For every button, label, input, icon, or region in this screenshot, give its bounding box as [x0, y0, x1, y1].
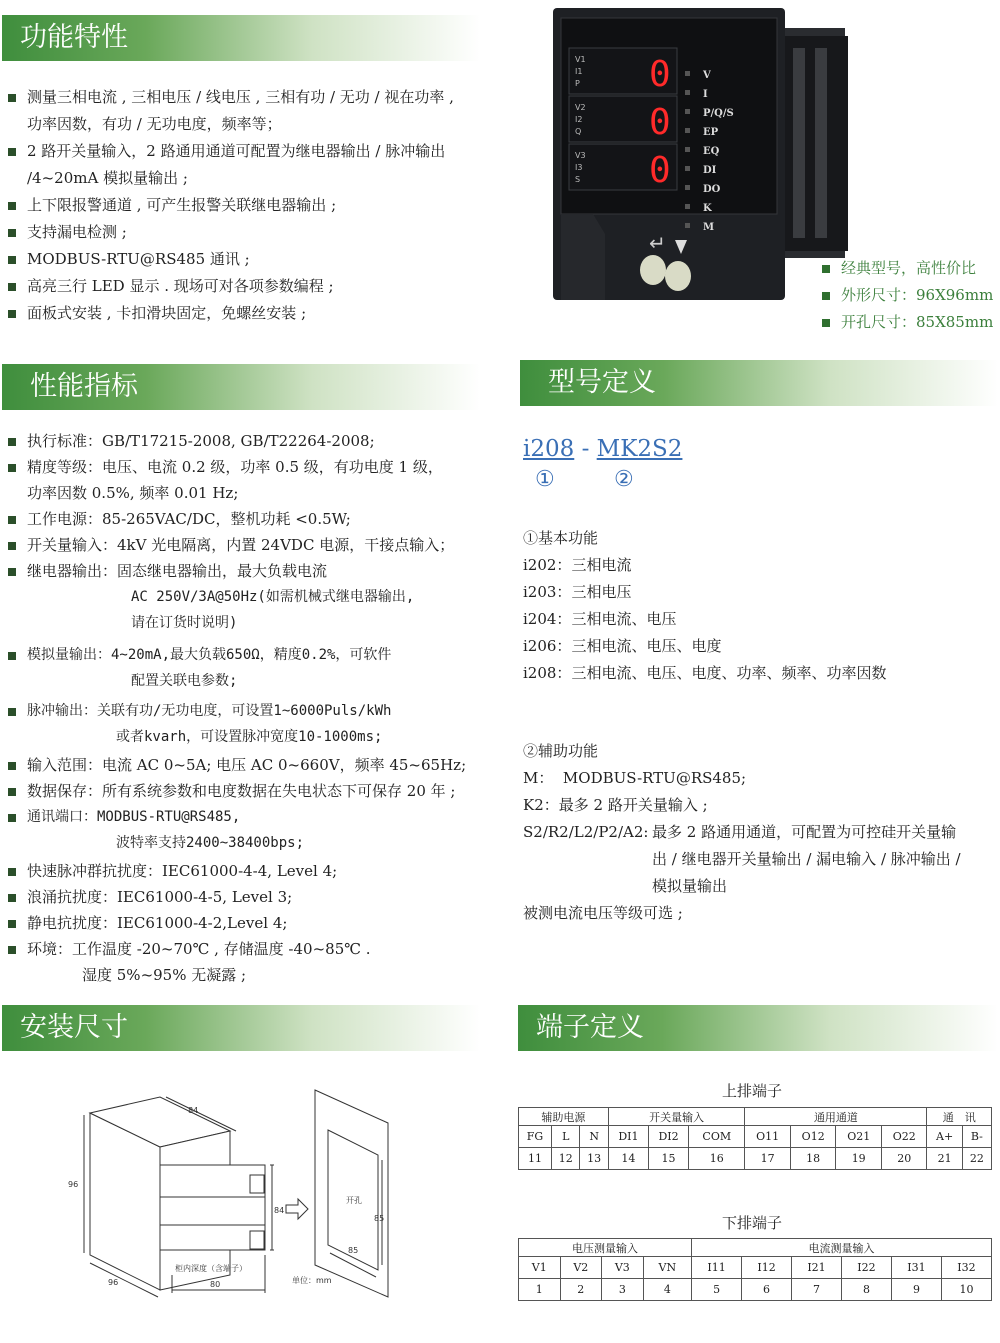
dim-body-height: 84: [274, 1206, 285, 1215]
model-desc: 三相电流: [571, 556, 632, 574]
terminal-number: 11: [519, 1148, 552, 1170]
model-desc: 三相电压: [571, 583, 632, 601]
terminal-name: O21: [836, 1126, 882, 1148]
highlight-item: 外形尺寸：96X96mm: [822, 282, 993, 309]
meter-channel-label: V1: [575, 55, 586, 64]
indicator-label: I: [703, 89, 708, 100]
terminal-name: I22: [841, 1257, 891, 1279]
meter-digit: 0: [649, 150, 671, 191]
terminal-number: 5: [692, 1279, 742, 1301]
model-code-b: MK2S2: [596, 436, 683, 462]
terminal-name: B-: [962, 1126, 991, 1148]
indicator-label: DO: [703, 184, 721, 195]
list-item: 测量三相电流 , 三相电压 / 线电压 , 三相有功 / 无功 / 视在功率 ,: [8, 84, 454, 111]
upper-terminal-table: [518, 1107, 992, 1170]
meter-channel-label: I3: [575, 163, 583, 172]
dim-cutout-h: 85: [374, 1214, 385, 1223]
enter-arrow-icon: ↵: [649, 231, 666, 255]
model-key: i203：: [523, 583, 572, 601]
terminal-number: 20: [881, 1148, 927, 1170]
model-desc: 三相电流、电压、电度、功率、频率、功率因数: [571, 664, 887, 682]
model-desc: 三相电流、电压、电度: [571, 637, 722, 655]
upper-terminal-title: 上排端子: [722, 1082, 783, 1100]
meter-channel-label: I1: [575, 67, 583, 76]
indicator-label: V: [703, 70, 711, 81]
terminal-number: 9: [891, 1279, 941, 1301]
terminal-name: DI2: [648, 1126, 688, 1148]
basic-function-item: [523, 579, 886, 606]
list-item: 静电抗扰度：IEC61000-4-2,Level 4;: [8, 910, 466, 936]
list-item-cont: 湿度 5%~95% 无凝露 ;: [82, 966, 247, 984]
list-item: 环境：工作温度 -20~70℃ , 存储温度 -40~85℃ .: [8, 936, 466, 962]
terminal-number: 1: [519, 1279, 561, 1301]
model-key: i204：: [523, 610, 572, 628]
terminal-name: V2: [560, 1257, 602, 1279]
indicator-label: EP: [703, 127, 719, 138]
basic-function-item: [523, 606, 886, 633]
basic-function-item: [523, 660, 886, 687]
list-item: 快速脉冲群抗扰度：IEC61000-4-4, Level 4;: [8, 858, 466, 884]
down-key-button[interactable]: [665, 261, 691, 291]
dim-cutout-w: 85: [348, 1246, 359, 1255]
depth-label: 柜内深度（含端子）: [175, 1264, 247, 1273]
terminal-name: L: [552, 1126, 580, 1148]
list-item: 开关量输入：4kV 光电隔离，内置 24VDC 电源，干接点输入；: [8, 532, 466, 558]
terminal-name: N: [580, 1126, 608, 1148]
list-item-cont: /4~20mA 模拟量输出 ;: [27, 169, 188, 187]
meter-digit: 0: [649, 102, 671, 143]
terminal-group: 辅助电源: [519, 1108, 609, 1126]
features-heading: 功能特性: [2, 15, 480, 61]
basic-function-list: [523, 552, 886, 687]
performance-list: [8, 428, 466, 988]
terminal-name: O22: [881, 1126, 927, 1148]
model-key: i202：: [523, 556, 572, 574]
install-heading: 安装尺寸: [2, 1005, 480, 1051]
model-desc: 三相电流、电压: [571, 610, 677, 628]
meter-channel-label: P: [575, 79, 580, 88]
aux-s2-line: 最多 2 路通用通道，可配置为可控硅开关量输: [652, 823, 957, 841]
list-item: 上下限报警通道 , 可产生报警关联继电器输出 ;: [8, 192, 454, 219]
list-item: MODBUS-RTU@RS485 通讯 ;: [8, 246, 454, 273]
list-item: 脉冲输出：关联有功/无功电度，可设置1~6000Puls/kWh: [8, 698, 466, 724]
terminal-name: VN: [643, 1257, 691, 1279]
basic-function-item: [523, 552, 886, 579]
terminal-name: A+: [927, 1126, 962, 1148]
terminal-number: 19: [836, 1148, 882, 1170]
indicator-label: K: [703, 203, 712, 214]
list-item: 工作电源：85-265VAC/DC，整机功耗 <0.5W;: [8, 506, 466, 532]
terminal-number: 17: [745, 1148, 791, 1170]
aux-s2-key: S2/R2/L2/P2/A2:: [523, 823, 649, 841]
indicator-label: P/Q/S: [703, 108, 734, 119]
list-item: 2 路开关量输入，2 路通用通道可配置为继电器输出 / 脉冲输出: [8, 138, 454, 165]
model-key: i208：: [523, 664, 572, 682]
terminal-name: I21: [792, 1257, 842, 1279]
indicator-label: EQ: [703, 146, 720, 157]
terminal-name: I31: [891, 1257, 941, 1279]
meter-channel-label: Q: [575, 127, 582, 136]
list-item-cont: 波特率支持2400~38400bps;: [116, 835, 305, 851]
indicator-led: [685, 166, 690, 171]
highlights-list: [822, 255, 993, 336]
meter-image: [553, 8, 853, 300]
terminal-group: 通用通道: [745, 1108, 927, 1126]
basic-function-title: ①基本功能: [523, 529, 599, 547]
performance-heading: 性能指标: [2, 364, 480, 410]
aux-m-key: M：: [523, 769, 554, 787]
indicator-led: [685, 147, 690, 152]
terminal-name: DI1: [608, 1126, 648, 1148]
list-item: 精度等级：电压、电流 0.2 级，功率 0.5 级，有功电度 1 级，: [8, 454, 466, 480]
terminal-name: O11: [745, 1126, 791, 1148]
list-item: 支持漏电检测 ;: [8, 219, 454, 246]
list-item-cont: 功率因数 0.5%, 频率 0.01 Hz;: [27, 484, 239, 502]
terminal-number: 14: [608, 1148, 648, 1170]
terminal-group: 通 讯: [927, 1108, 992, 1126]
terminal-name: V3: [602, 1257, 644, 1279]
list-item: 数据保存：所有系统参数和电度数据在失电状态下可保存 20 年 ;: [8, 778, 466, 804]
indicator-led: [685, 204, 690, 209]
list-item: 输入范围：电流 AC 0~5A; 电压 AC 0~660V，频率 45~65Hz;: [8, 752, 466, 778]
terminal-number: 4: [643, 1279, 691, 1301]
unit-label: 单位：mm: [292, 1276, 332, 1285]
meter-channel-label: I2: [575, 115, 583, 124]
model-mark-2: ②: [614, 467, 634, 492]
indicator-led: [685, 109, 690, 114]
terminal-number: 21: [927, 1148, 962, 1170]
indicator-led: [685, 185, 690, 190]
aux-k2-key: K2：: [523, 796, 559, 814]
aux-note: 被测电流电压等级可选 ;: [523, 904, 683, 922]
list-item: 高亮三行 LED 显示 . 现场可对各项参数编程 ;: [8, 273, 454, 300]
lower-terminal-table: [518, 1238, 992, 1301]
terminal-number: 22: [962, 1148, 991, 1170]
model-key: i206：: [523, 637, 572, 655]
aux-function-title: ②辅助功能: [523, 742, 599, 760]
terminal-number: 3: [602, 1279, 644, 1301]
list-item: 执行标准：GB/T17215-2008, GB/T22264-2008;: [8, 428, 466, 454]
model-code: [523, 436, 682, 462]
features-list: [8, 84, 454, 327]
terminal-name: O12: [790, 1126, 836, 1148]
list-item: 面板式安装 , 卡扣滑块固定，免螺丝安装 ;: [8, 300, 454, 327]
list-item-cont: 或者kvarh，可设置脉冲宽度10-1000ms;: [116, 729, 383, 745]
model-mark-1: ①: [535, 467, 555, 492]
terminal-name: I11: [692, 1257, 742, 1279]
terminal-group: 电压测量输入: [519, 1239, 692, 1257]
list-item: 通讯端口：MODBUS-RTU@RS485,: [8, 804, 466, 830]
terminal-number: 7: [792, 1279, 842, 1301]
terminal-name: I32: [941, 1257, 991, 1279]
lower-terminal-title: 下排端子: [722, 1214, 783, 1232]
terminal-number: 8: [841, 1279, 891, 1301]
model-heading: 型号定义: [520, 360, 998, 406]
terminals-heading: 端子定义: [518, 1005, 998, 1051]
list-item-cont: 请在订货时说明): [131, 615, 238, 631]
aux-k2-value: 最多 2 路开关量输入 ;: [558, 796, 708, 814]
list-item-cont: AC 250V/3A@50Hz(如需机械式继电器输出,: [131, 589, 415, 605]
terminal-number: 16: [689, 1148, 745, 1170]
dim-height: 96: [68, 1180, 79, 1189]
list-item-cont: 配置关联电参数;: [131, 673, 238, 689]
terminal-group: 开关量输入: [608, 1108, 745, 1126]
terminal-group: 电流测量输入: [692, 1239, 992, 1257]
indicator-label: M: [703, 222, 715, 233]
dim-width: 96: [108, 1278, 119, 1287]
indicator-led: [685, 71, 690, 76]
enter-key-button[interactable]: [640, 255, 666, 285]
terminal-number: 18: [790, 1148, 836, 1170]
cutout-label: 开孔: [346, 1196, 362, 1205]
model-code-a: i208: [523, 436, 575, 462]
indicator-led: [685, 223, 690, 228]
terminal-number: 13: [580, 1148, 608, 1170]
indicator-led: [685, 128, 690, 133]
terminal-number: 12: [552, 1148, 580, 1170]
model-code-sep: -: [574, 436, 597, 462]
meter-channel-label: V3: [575, 151, 586, 160]
installation-drawing: [60, 1085, 460, 1300]
list-item-cont: 功率因数，有功 / 无功电度，频率等；: [27, 115, 282, 133]
aux-m-value: MODBUS-RTU@RS485;: [562, 769, 747, 787]
aux-s2-line: 出 / 继电器开关量输出 / 漏电输入 / 脉冲输出 /: [652, 850, 961, 868]
aux-s2-line: 模拟量输出: [652, 877, 728, 895]
aux-k2-row: [523, 792, 708, 819]
terminal-number: 2: [560, 1279, 602, 1301]
terminal-number: 10: [941, 1279, 991, 1301]
terminal-name: I12: [742, 1257, 792, 1279]
terminal-number: 15: [648, 1148, 688, 1170]
dim-top-depth: 84: [188, 1106, 199, 1115]
meter-digit: 0: [649, 54, 671, 95]
dim-depth: 80: [210, 1280, 221, 1289]
list-item: 继电器输出：固态继电器输出，最大负载电流: [8, 558, 466, 584]
terminal-name: COM: [689, 1126, 745, 1148]
meter-channel-label: V2: [575, 103, 586, 112]
highlight-item: 经典型号，高性价比: [822, 255, 993, 282]
list-item: 模拟量输出：4~20mA,最大负载650Ω，精度0.2%，可软件: [8, 642, 466, 668]
terminal-number: 6: [742, 1279, 792, 1301]
list-item: 浪涌抗扰度：IEC61000-4-5, Level 3;: [8, 884, 466, 910]
indicator-led: [685, 90, 690, 95]
indicator-label: DI: [703, 165, 717, 176]
basic-function-item: [523, 633, 886, 660]
terminal-name: V1: [519, 1257, 561, 1279]
terminal-name: FG: [519, 1126, 552, 1148]
highlight-item: 开孔尺寸：85X85mm: [822, 309, 993, 336]
meter-channel-label: S: [575, 175, 581, 184]
aux-m-row: [523, 765, 746, 792]
meter-digits: [649, 54, 671, 191]
